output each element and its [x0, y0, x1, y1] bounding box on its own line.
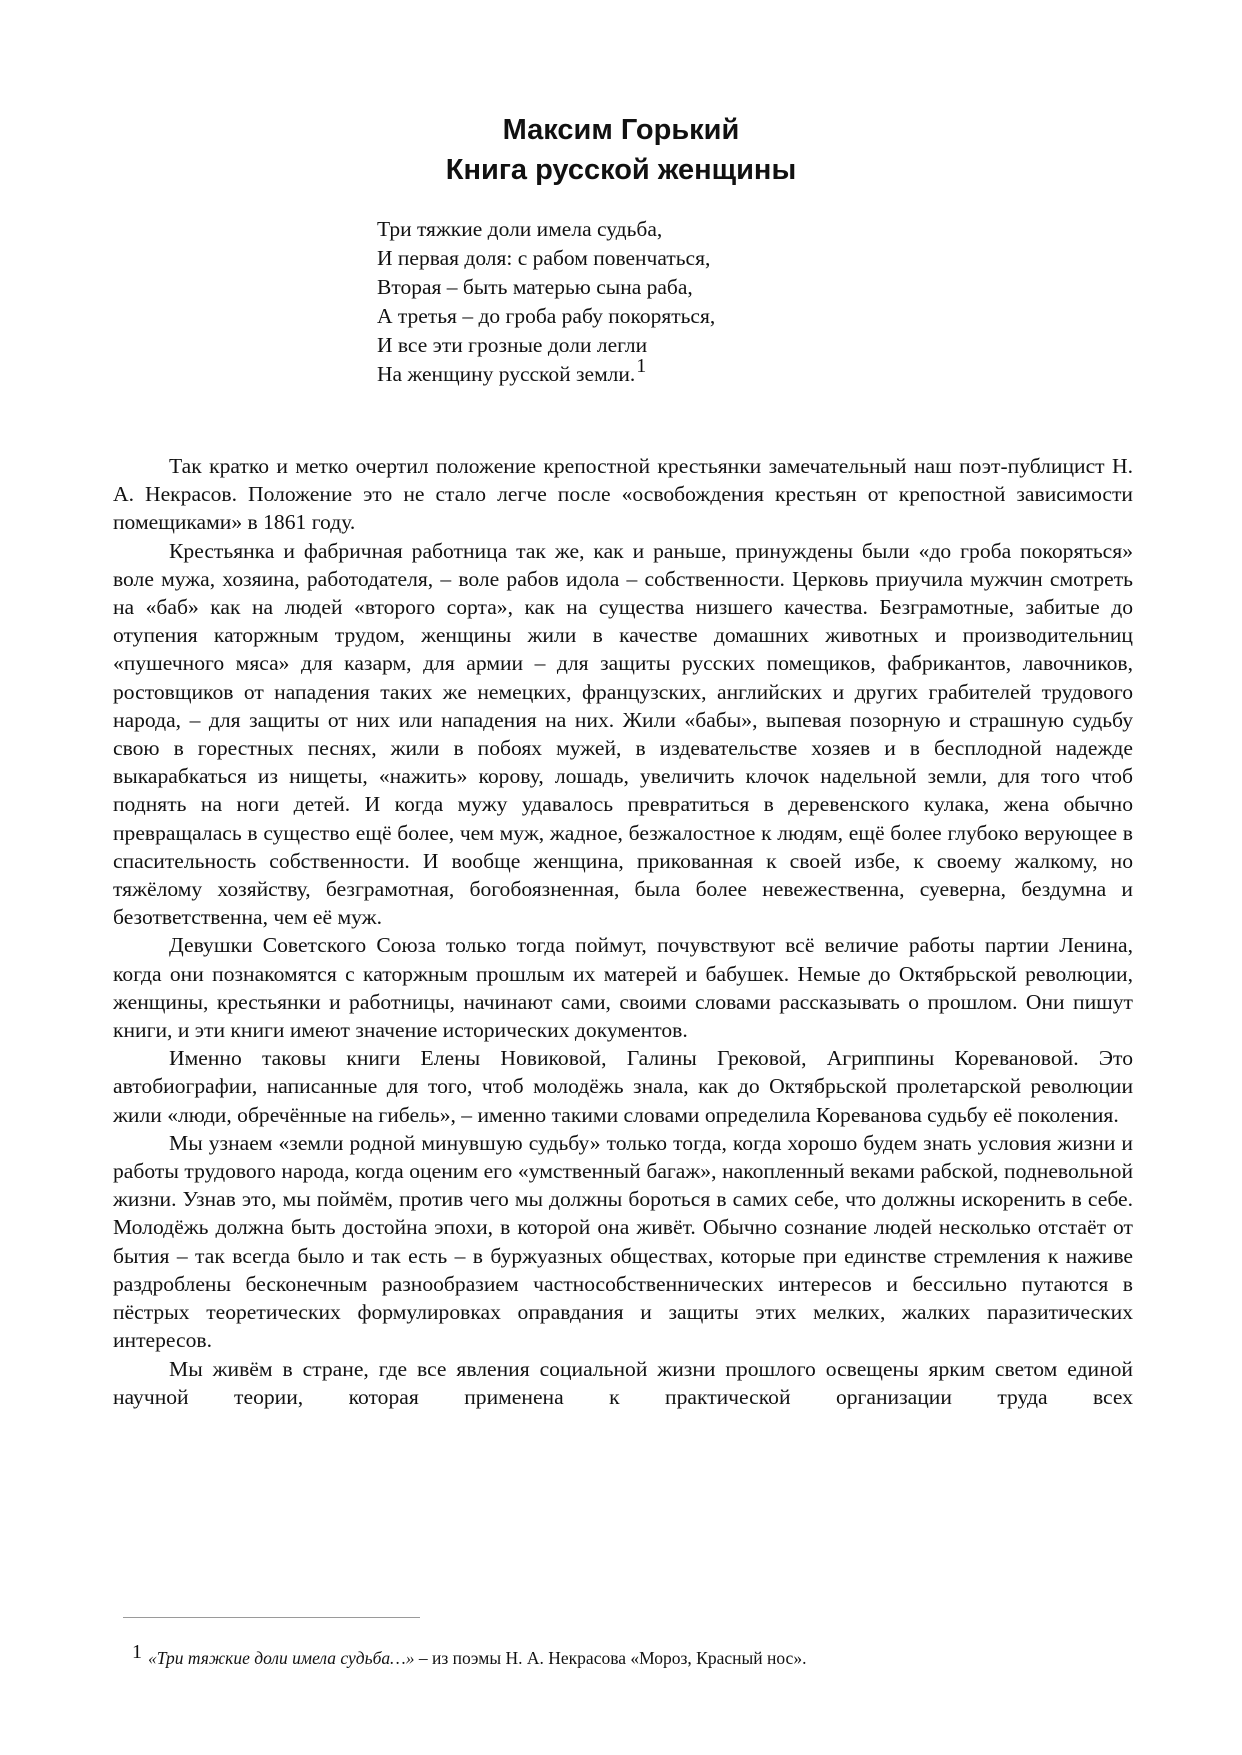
author-name: Максим Горький [502, 114, 740, 146]
document-heading [0, 110, 1242, 190]
epigraph-line: Три тяжкие доли имела судьба, [377, 217, 663, 241]
body-text [113, 452, 1133, 1411]
footnote-quote: «Три тяжкие доли имела судьба…» [148, 1648, 415, 1668]
paragraph: Крестьянка и фабричная работница так же, как и раньше, принуждены были «до гроба покоряться» воле мужа, хозяина, работодателя, – воле рабов идола – собственности. Церковь приучила мужчин смотреть на «баб» как на людей «второго сорта», как на существа низшего качества. Безграмотные, забитые до отупения каторжным трудом, женщины жили в качестве домашних животных и производительниц «пушечного мяса» для казарм, для армии – для защиты русских помещиков, фабрикантов, лавочников, ростовщиков от нападения таких же немецких, французских, английских и других грабителей трудового народа, – для защиты от них или нападения на них. Жили «бабы», выпевая позорную и страшную судьбу свою в горестных песнях, жили в побоях мужей, в издевательстве хозяев и в бесплодной надежде выкарабкаться из нищеты, «нажить» корову, лошадь, увеличить клочок надельной земли, для того чтоб поднять на ноги детей. И когда мужу удавалось превратиться в деревенского кулака, жена обычно превращалась в существо ещё более, чем муж, жадное, безжалостное к людям, ещё более глубоко верующее в спасительность собственности. И вообще женщина, прикованная к своей избе, к своему жалкому, но тяжёлому хозяйству, безграмотная, богобоязненная, была более невежественна, суеверна, бездумна и безответственна, чем её муж. [113, 538, 1133, 930]
footnote-text: – из поэмы Н. А. Некрасова «Мороз, Красный нос». [414, 1648, 807, 1668]
paragraph: Мы узнаем «земли родной минувшую судьбу» только тогда, когда хорошо будем знать условия жизни и работы трудового народа, когда оценим его «умственный багаж», накопленный веками рабской, подневольной жизни. Узнав это, мы поймём, против чего мы должны бороться в самих себе, что должны искоренить в себе. Молодёжь должна быть достойна эпохи, в которой она живёт. Обычно сознание людей несколько отстаёт от бытия – так всегда было и так есть – в буржуазных обществах, которые при единстве стремления к наживе раздроблены бесконечным разнообразием частнособственнических интересов и бессильно путаются в пёстрых теоретических формулировках оправдания и защиты этих мелких, жалких паразитических интересов. [113, 1130, 1133, 1353]
epigraph-poem [377, 215, 715, 389]
footnote [132, 1640, 806, 1670]
epigraph-line: А третья – до гроба рабу покоряться, [377, 304, 716, 328]
epigraph-line-last [377, 355, 715, 389]
epigraph-line-text: На женщину русской земли. [377, 362, 636, 386]
epigraph-line: И все эти грозные доли легли [377, 333, 648, 357]
paragraph: Так кратко и метко очертил положение крепостной крестьянки замечательный наш поэт-публицист Н. А. Некрасов. Положение это не стало легче после «освобождения крестьян от крепостной зависимости помещиками» в 1861 году. [113, 454, 1133, 535]
paragraph: Девушки Советского Союза только тогда поймут, почувствуют всё величие работы партии Ленина, когда они познакомятся с каторжным прошлым их матерей и бабушек. Немые до Октябрьской революции, женщины, крестьянки и работницы, начинают сами, своими словами рассказывать о прошлом. Они пишут книги, и эти книги имеют значение исторических документов. [113, 933, 1133, 1043]
footnote-divider [123, 1617, 420, 1618]
epigraph-line: И первая доля: с рабом повенчаться, [377, 246, 711, 270]
book-title: Книга русской женщины [445, 154, 797, 186]
footnote-number: 1 [132, 1641, 142, 1663]
paragraph-continued: Мы живём в стране, где все явления социальной жизни прошлого освещены ярким светом единой научной теории, которая применена к практической организации труда всех [113, 1356, 1133, 1409]
paragraph: Именно таковы книги Елены Новиковой, Галины Грековой, Агриппины Коревановой. Это автобиографии, написанные для того, чтоб молодёжь знала, как до Октябрьской пролетарской революции жили «люди, обречённые на гибель», – именно такими словами определила Кореванова судьбу её поколения. [113, 1046, 1133, 1127]
footnote-reference: 1 [636, 355, 647, 377]
epigraph-line: Вторая – быть матерью сына раба, [377, 275, 693, 299]
